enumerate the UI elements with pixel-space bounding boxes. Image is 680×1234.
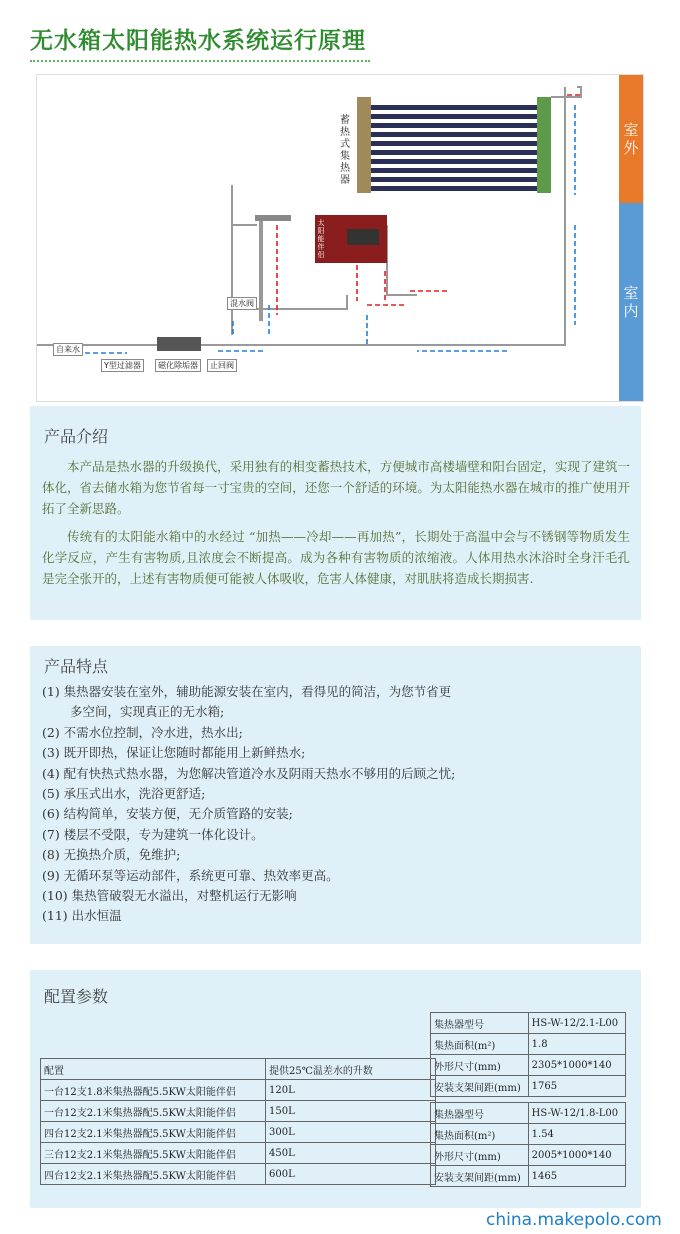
spec-key: 集热面积(m²) bbox=[431, 1034, 529, 1055]
intro-paragraph: 本产品是热水器的升级换代，采用独有的相变蓄热技术，方便城市高楼墙壁和阳台固定，实现了建筑一体化，省去储水箱为您节省每一寸宝贵的空间，还您一个舒适的环境。为太阳能热水器在城市的推广使用开拓了全新思路。 bbox=[42, 459, 630, 516]
table-row bbox=[41, 1101, 436, 1122]
spec-table-2 bbox=[430, 1102, 626, 1187]
spec-value: HS-W-12/1.8-L00 bbox=[528, 1103, 625, 1124]
table-row bbox=[431, 1145, 626, 1166]
table-row bbox=[41, 1122, 436, 1143]
system-diagram bbox=[36, 74, 644, 402]
spec-value: 1.54 bbox=[528, 1124, 625, 1145]
spec-key: 安装支架间距(mm) bbox=[431, 1076, 529, 1097]
table-cell: 600L bbox=[266, 1164, 436, 1185]
spec-key: 集热器型号 bbox=[431, 1103, 529, 1124]
table-cell: 四台12支2.1米集热器配5.5KW太阳能伴侣 bbox=[41, 1164, 266, 1185]
feature-item: (7) 楼层不受限，专为建筑一体化设计。 bbox=[42, 826, 264, 842]
spec-key: 安装支架间距(mm) bbox=[431, 1166, 529, 1187]
intro-heading: 产品介绍 bbox=[44, 427, 109, 446]
table-cell: 三台12支2.1米集热器配5.5KW太阳能伴侣 bbox=[41, 1143, 266, 1164]
features-list bbox=[42, 682, 455, 927]
collector-label: 蓄热式集热器 bbox=[340, 115, 350, 186]
table-cell: 300L bbox=[266, 1122, 436, 1143]
y-filter-label: Y型过滤器 bbox=[101, 359, 144, 372]
table-row bbox=[431, 1055, 626, 1076]
table-cell: 四台12支2.1米集热器配5.5KW太阳能伴侣 bbox=[41, 1122, 266, 1143]
indoor-label: 室内 bbox=[623, 284, 639, 320]
table-cell: 120L bbox=[266, 1080, 436, 1101]
table-row bbox=[431, 1076, 626, 1097]
feature-item: (10) 集热管破裂无水溢出，对整机运行无影响 bbox=[42, 888, 297, 904]
table-row bbox=[431, 1013, 626, 1034]
title-divider bbox=[30, 60, 370, 62]
table-cell: 450L bbox=[266, 1143, 436, 1164]
table-row bbox=[431, 1034, 626, 1055]
intro-paragraph: 传统有的太阳能水箱中的水经过 “加热——冷却——再加热”，长期处于高温中会与不锈钢等物质发生化学反应，产生有害物质,且浓度会不断提高。成为各种有害物质的浓缩液。人体用热水沐浴时全身汗毛孔是完全张开的，上述有害物质便可能被人体吸收，危害人体健康，对肌肤将造成长期损害. bbox=[42, 529, 630, 586]
config-table bbox=[40, 1058, 436, 1185]
table-header-row bbox=[41, 1059, 436, 1080]
feature-item: (11) 出水恒温 bbox=[42, 908, 122, 924]
table-cell: 150L bbox=[266, 1101, 436, 1122]
spec-key: 外形尺寸(mm) bbox=[431, 1055, 529, 1076]
spec-value: 1.8 bbox=[528, 1034, 625, 1055]
table-header-cell: 提供25℃温差水的升数 bbox=[266, 1059, 436, 1080]
features-panel bbox=[30, 646, 641, 944]
feature-item: (3) 既开即热，保证让您随时都能用上新鲜热水; bbox=[42, 745, 306, 761]
shower-pole bbox=[259, 221, 263, 321]
config-panel bbox=[30, 970, 641, 1208]
mixing-valve-label: 混水阀 bbox=[227, 297, 257, 310]
table-row bbox=[431, 1103, 626, 1124]
feature-item: (4) 配有快热式热水器，为您解决管道冷水及阴雨天热水不够用的后顾之忧; bbox=[42, 765, 456, 781]
table-row bbox=[41, 1080, 436, 1101]
collector-right-bar bbox=[537, 97, 551, 193]
collector-tubes bbox=[371, 105, 537, 191]
tap-water-label: 自来水 bbox=[53, 343, 83, 356]
spec-value: 1765 bbox=[528, 1076, 625, 1097]
outdoor-band bbox=[619, 75, 643, 203]
diagram-drawing bbox=[37, 75, 619, 401]
table-cell: 一台12支2.1米集热器配5.5KW太阳能伴侣 bbox=[41, 1101, 266, 1122]
table-row bbox=[41, 1143, 436, 1164]
spec-table-1 bbox=[430, 1012, 626, 1097]
feature-item: (8) 无换热介质，免维护; bbox=[42, 847, 181, 863]
features-heading: 产品特点 bbox=[44, 657, 109, 676]
feature-item: (5) 承压式出水，洗浴更舒适; bbox=[42, 786, 206, 802]
descaler-device bbox=[157, 337, 201, 351]
intro-panel bbox=[30, 406, 641, 620]
spec-key: 外形尺寸(mm) bbox=[431, 1145, 529, 1166]
feature-item: (1) 集热器安装在室外，辅助能源安装在室内，看得见的简洁，为您节省更 bbox=[42, 684, 452, 699]
descaler-label: 磁化除垢器 bbox=[155, 359, 201, 372]
outdoor-pointer bbox=[607, 129, 619, 149]
heater-label: 太阳能伴侣 bbox=[317, 219, 325, 259]
check-valve-label: 止回阀 bbox=[207, 359, 237, 372]
table-row bbox=[41, 1164, 436, 1185]
indoor-band bbox=[619, 203, 643, 401]
config-heading: 配置参数 bbox=[44, 987, 109, 1006]
indoor-pointer bbox=[607, 289, 619, 309]
collector-left-bar bbox=[357, 97, 371, 193]
shower-head bbox=[255, 215, 291, 221]
feature-item: 多空间，实现真正的无水箱; bbox=[70, 704, 225, 720]
heater-display bbox=[347, 229, 379, 245]
feature-item: (9) 无循环泵等运动部件，系统更可靠、热效率更高。 bbox=[42, 867, 339, 883]
spec-value: 2305*1000*140 bbox=[528, 1055, 625, 1076]
page-title: 无水箱太阳能热水系统运行原理 bbox=[30, 28, 366, 54]
spec-value: 1465 bbox=[528, 1166, 625, 1187]
feature-item: (6) 结构简单，安装方便，无介质管路的安装; bbox=[42, 806, 293, 822]
outdoor-label: 室外 bbox=[623, 121, 639, 157]
table-row bbox=[431, 1166, 626, 1187]
table-row bbox=[431, 1124, 626, 1145]
spec-key: 集热器型号 bbox=[431, 1013, 529, 1034]
site-watermark: china.makepolo.com bbox=[486, 1210, 662, 1230]
spec-value: HS-W-12/2.1-L00 bbox=[528, 1013, 625, 1034]
table-header-cell: 配置 bbox=[41, 1059, 266, 1080]
feature-item: (2) 不需水位控制，冷水进，热水出; bbox=[42, 724, 243, 740]
table-cell: 一台12支1.8米集热器配5.5KW太阳能伴侣 bbox=[41, 1080, 266, 1101]
spec-key: 集热面积(m²) bbox=[431, 1124, 529, 1145]
spec-value: 2005*1000*140 bbox=[528, 1145, 625, 1166]
